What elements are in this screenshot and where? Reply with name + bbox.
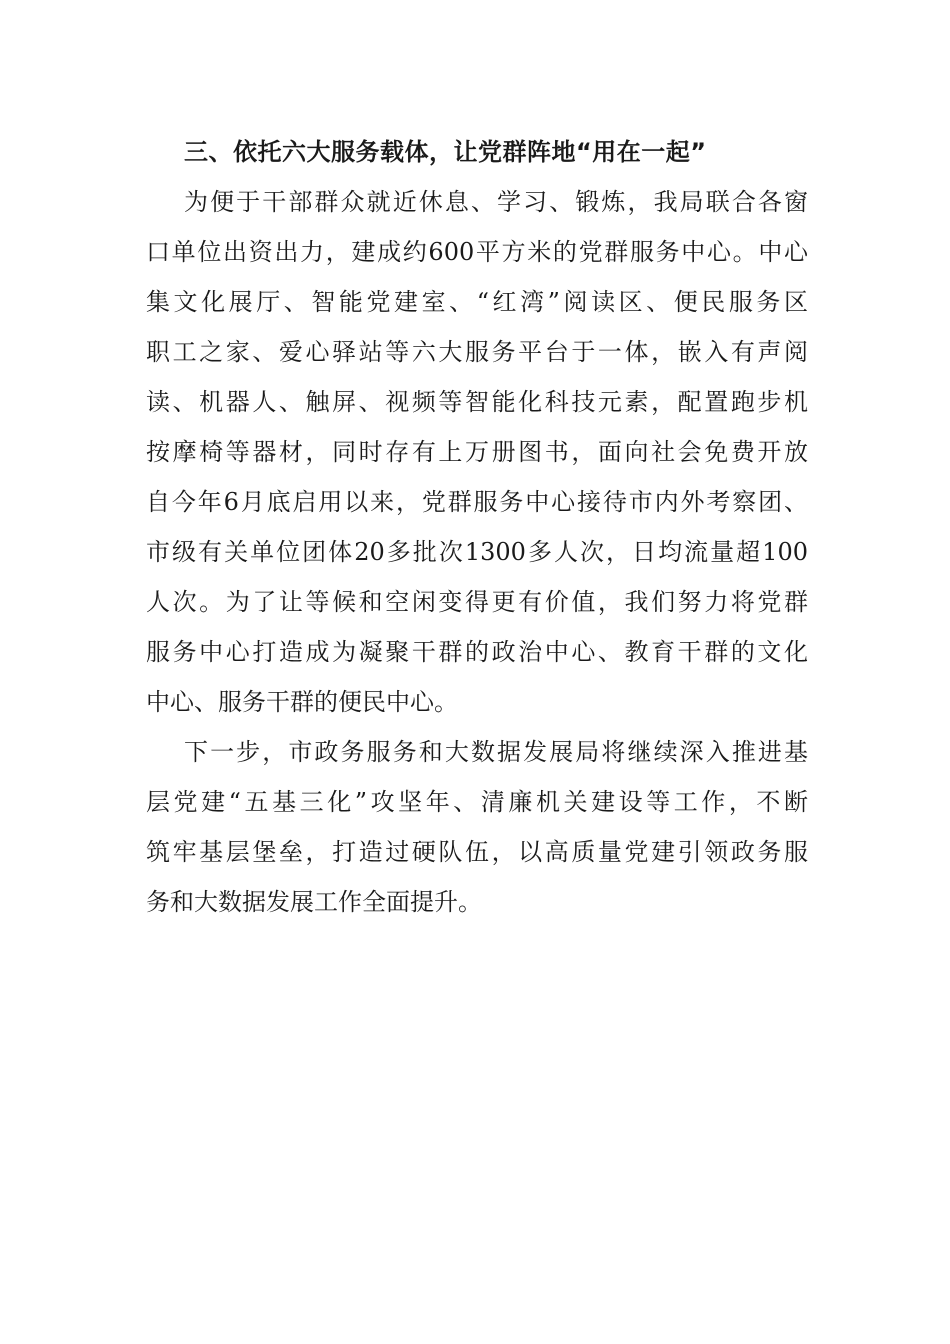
paragraph-line: 职工之家、爱心驿站等六大服务平台于一体，嵌入有声阅 [146, 338, 808, 366]
paragraph-line: 服务中心打造成为凝聚干群的政治中心、教育干群的文化 [146, 638, 808, 666]
paragraph-line: 中心、服务干群的便民中心。 [146, 688, 458, 716]
paragraph-line: 层党建“五基三化”攻坚年、清廉机关建设等工作，不断 [146, 788, 808, 816]
paragraph-line: 口单位出资出力，建成约600平方米的党群服务中心。中心 [146, 238, 808, 266]
paragraph-service-center [146, 177, 808, 727]
paragraph-line: 读、机器人、触屏、视频等智能化科技元素，配置跑步机 [146, 388, 808, 416]
paragraph-line: 按摩椅等器材，同时存有上万册图书，面向社会免费开放 [146, 438, 808, 466]
paragraph-line: 自今年6月底启用以来，党群服务中心接待市内外考察团、 [146, 488, 808, 516]
paragraph-line: 务和大数据发展工作全面提升。 [146, 888, 482, 916]
paragraph-line: 市级有关单位团体20多批次1300多人次，日均流量超100 [146, 538, 808, 566]
paragraph-line: 人次。为了让等候和空闲变得更有价值，我们努力将党群 [146, 588, 808, 616]
paragraph-line: 集文化展厅、智能党建室、“红湾”阅读区、便民服务区 [146, 288, 808, 316]
paragraph-line: 下一步，市政务服务和大数据发展局将继续深入推进基 [184, 738, 808, 766]
paragraph-next-step [146, 727, 808, 927]
paragraph-line: 筑牢基层堡垒，打造过硬队伍，以高质量党建引领政务服 [146, 838, 808, 866]
paragraph-line: 为便于干部群众就近休息、学习、锻炼，我局联合各窗 [184, 188, 808, 216]
section-heading: 三、依托六大服务载体，让党群阵地“用在一起” [184, 138, 707, 166]
document-body [146, 127, 808, 927]
